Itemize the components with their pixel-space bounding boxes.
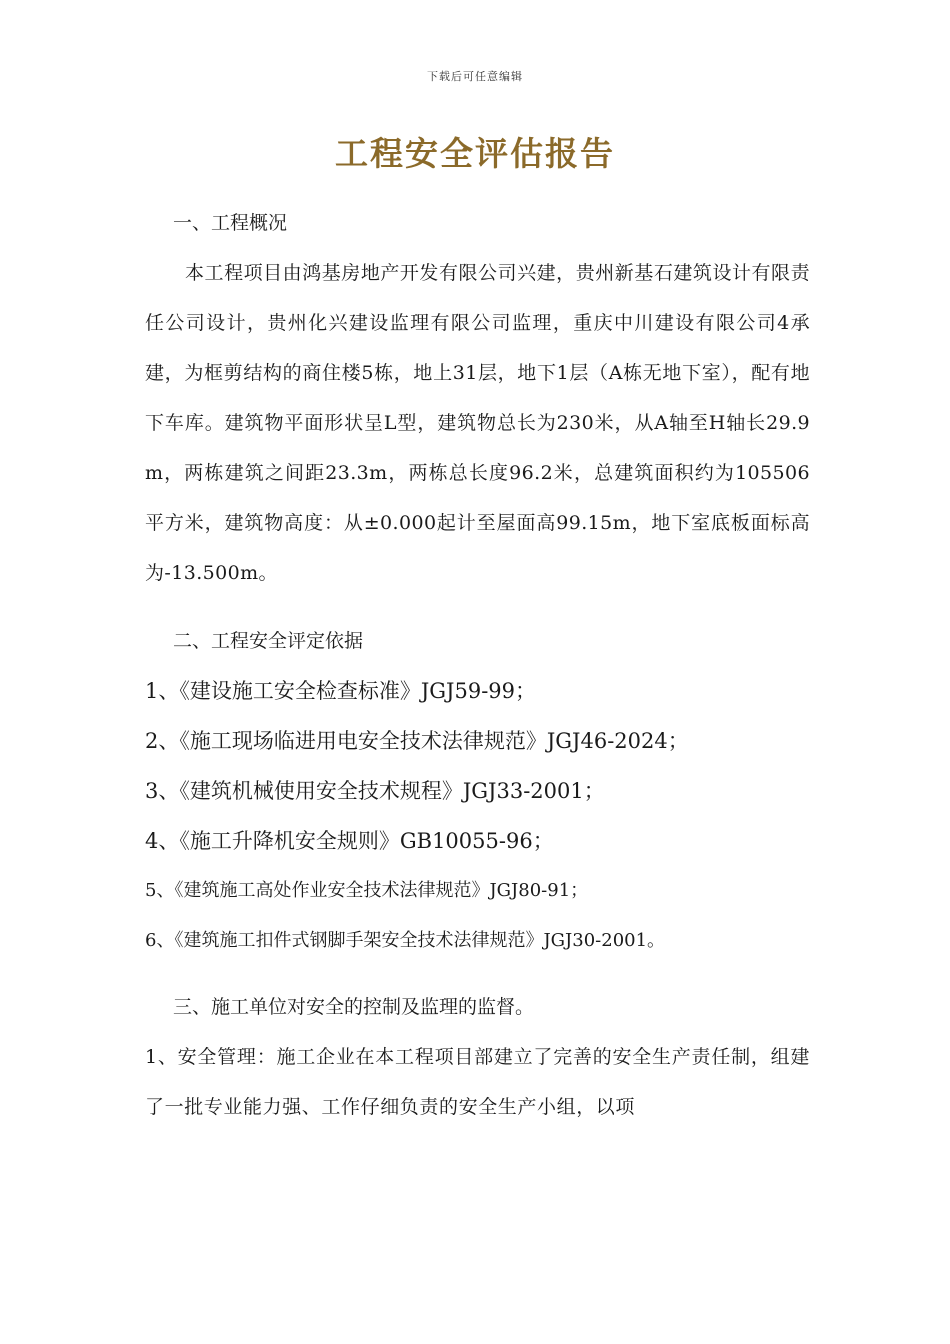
document-body bbox=[145, 198, 810, 1132]
section-heading-control: 三、施工单位对安全的控制及监理的监督。 bbox=[173, 996, 535, 1018]
section-heading-overview: 一、工程概况 bbox=[173, 212, 288, 234]
basis-item: 6、《建筑施工扣件式钢脚手架安全技术法律规范》JGJ30-2001。 bbox=[145, 930, 666, 951]
basis-list bbox=[145, 666, 810, 966]
section-heading-basis: 二、工程安全评定依据 bbox=[173, 630, 364, 652]
basis-item: 4、《施工升降机安全规则》GB10055-96； bbox=[145, 829, 554, 853]
document-title: 工程安全评估报告 bbox=[335, 134, 615, 173]
basis-item: 3、《建筑机械使用安全技术规程》JGJ33-2001； bbox=[145, 779, 605, 803]
basis-item: 1、《建设施工安全检查标准》JGJ59-99； bbox=[145, 679, 537, 703]
basis-item: 5、《建筑施工高处作业安全技术法律规范》JGJ80-91； bbox=[145, 880, 589, 901]
header-note: 下载后可任意编辑 bbox=[427, 70, 523, 83]
overview-paragraph: 本工程项目由鸿基房地产开发有限公司兴建，贵州新基石建筑设计有限责任公司设计，贵州化兴建设监理有限公司监理，重庆中川建设有限公司4承建，为框剪结构的商住楼5栋，地上31层，地下1层（A栋无地下室），配有地下车库。建筑物平面形状呈L型，建筑物总长为230米，从A轴至H轴长29.9m，两栋建筑之间距23.3m，两栋总长度96.2米，总建筑面积约为105506平方米，建筑物高度：从±0.000起计至屋面高99.15m，地下室底板面标高为-13.500m。 bbox=[145, 262, 810, 584]
management-paragraph: 1、安全管理：施工企业在本工程项目部建立了完善的安全生产责任制，组建了一批专业能力强、工作仔细负责的安全生产小组，以项 bbox=[145, 1046, 810, 1118]
section-gap bbox=[145, 966, 810, 982]
section-gap bbox=[145, 598, 810, 616]
basis-item: 2、《施工现场临进用电安全技术法律规范》JGJ46-2024； bbox=[145, 729, 689, 753]
